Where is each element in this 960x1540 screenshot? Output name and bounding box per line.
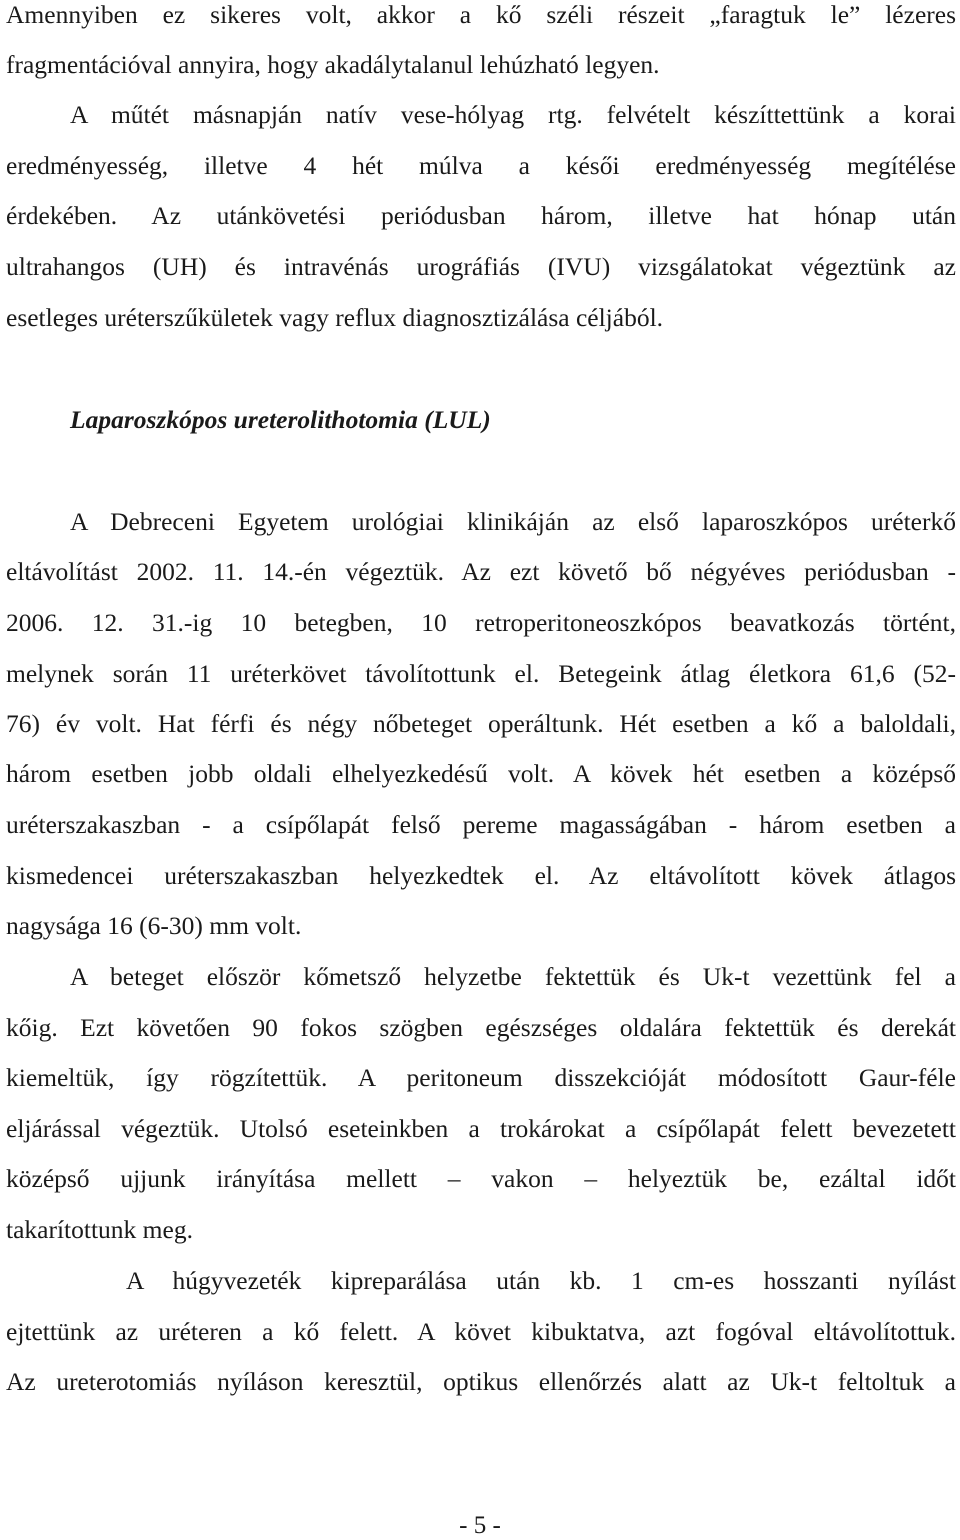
text-line: kiemeltük, így rögzítettük. A peritoneum disszekcióját módosított Gaur-féle [6, 1063, 956, 1092]
text-line: melynek során 11 uréterkövet távolítottunk el. Betegeink átlag életkora 61,6 (52- [6, 659, 956, 688]
text-line: kismedencei uréterszakaszban helyezkedtek el. Az eltávolított kövek átlagos [6, 861, 956, 890]
text-line: érdekében. Az utánkövetési periódusban három, illetve hat hónap után [6, 201, 956, 230]
text-line: A Debreceni Egyetem urológiai klinikáján az első laparoszkópos uréterkő [70, 507, 956, 536]
page-number: - 5 - [459, 1512, 501, 1539]
text-line: 76) év volt. Hat férfi és négy nőbeteget operáltunk. Hét esetben a kő a baloldali, [6, 709, 956, 738]
text-line: kőig. Ezt követően 90 fokos szögben egészséges oldalára fektettük és derekát [6, 1013, 956, 1042]
text-line: A beteget először kőmetsző helyzetbe fektettük és Uk-t vezettünk fel a [70, 962, 956, 991]
text-line: takarítottunk meg. [6, 1215, 193, 1244]
text-line: ejtettünk az uréteren a kő felett. A követ kibuktatva, azt fogóval eltávolítottuk. [6, 1317, 956, 1346]
text-line: ultrahangos (UH) és intravénás urográfiás (IVU) vizsgálatokat végeztünk az [6, 252, 956, 281]
text-line: nagysága 16 (6-30) mm volt. [6, 911, 302, 940]
text-line: A húgyvezeték kipreparálása után kb. 1 cm-es hosszanti nyílást [126, 1266, 956, 1295]
text-line: középső ujjunk irányítása mellett – vakon – helyeztük be, ezáltal időt [6, 1164, 956, 1193]
text-line: 2006. 12. 31.-ig 10 betegben, 10 retroperitoneoszkópos beavatkozás történt, [6, 608, 956, 637]
text-line: esetleges uréterszűkületek vagy reflux diagnosztizálása céljából. [6, 303, 664, 332]
text-line: Amennyiben ez sikeres volt, akkor a kő széli részeit „faragtuk le” lézeres [6, 0, 956, 29]
text-line: A műtét másnapján natív vese-hólyag rtg. felvételt készíttettünk a korai [70, 100, 956, 129]
section-heading: Laparoszkópos ureterolithotomia (LUL) [70, 405, 491, 434]
text-line: eltávolítást 2002. 11. 14.-én végeztük. Az ezt követő bő négyéves periódusban - [6, 557, 956, 586]
text-line: fragmentációval annyira, hogy akadálytalanul lehúzható legyen. [6, 50, 660, 79]
text-line: három esetben jobb oldali elhelyezkedésű volt. A kövek hét esetben a középső [6, 759, 956, 788]
text-line: eredményesség, illetve 4 hét múlva a késői eredményesség megítélése [6, 151, 956, 180]
text-line: uréterszakaszban - a csípőlapát felső pereme magasságában - három esetben a [6, 810, 956, 839]
text-line: eljárással végeztük. Utolsó eseteinkben a trokárokat a csípőlapát felett bevezetett [6, 1114, 956, 1143]
text-line: Az ureterotomiás nyíláson keresztül, optikus ellenőrzés alatt az Uk-t feltoltuk a [6, 1367, 956, 1396]
